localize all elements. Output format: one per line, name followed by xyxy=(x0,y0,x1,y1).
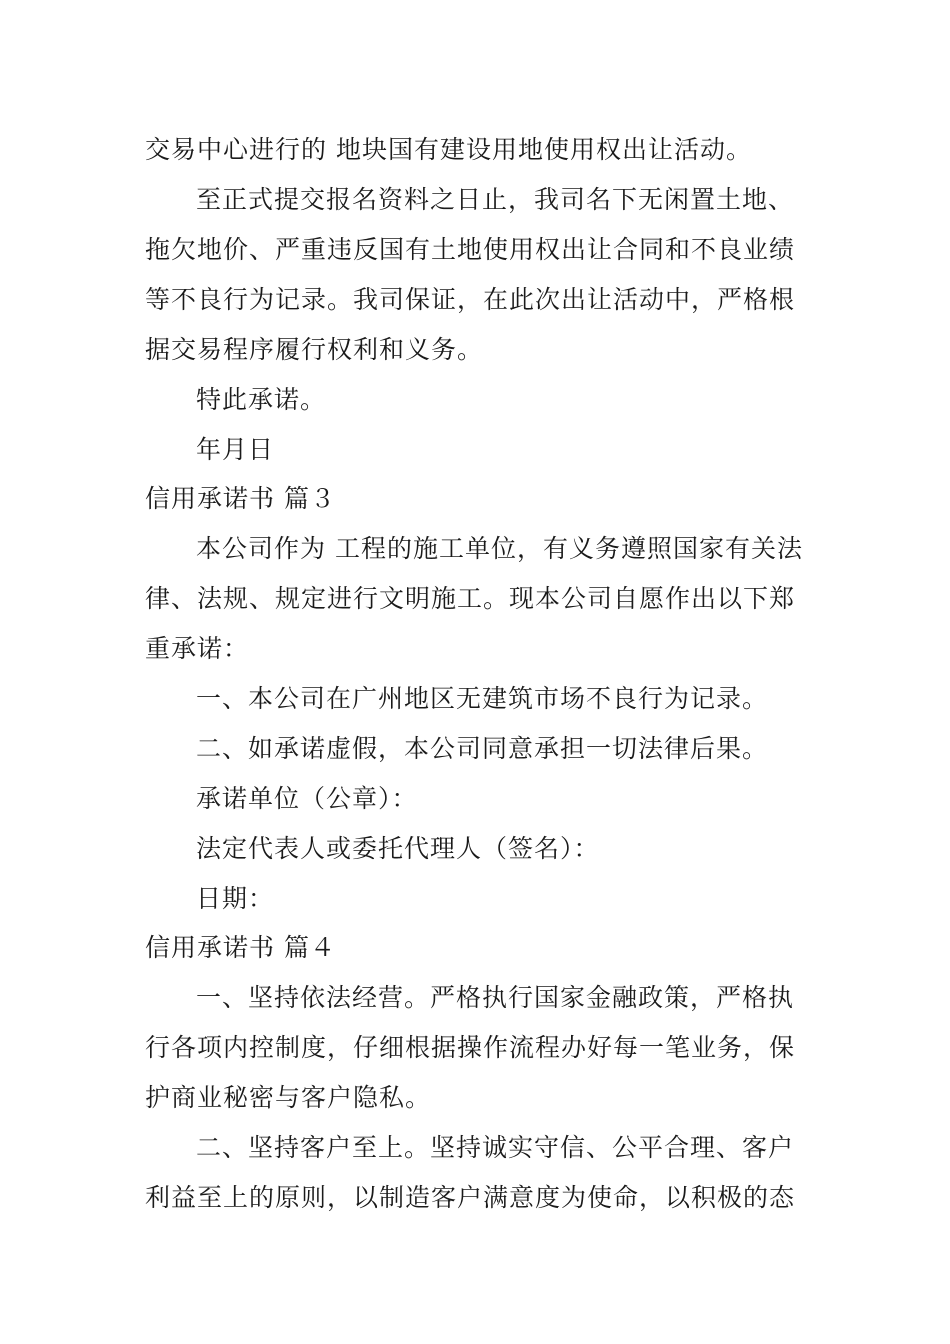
paragraph-line: 利益至上的原则，以制造客户满意度为使命，以积极的态 xyxy=(145,1183,796,1212)
paragraph-line: 律、法规、规定进行文明施工。现本公司自愿作出以下郑 xyxy=(145,584,796,613)
signature-field-seal: 承诺单位（公章）： xyxy=(196,784,418,813)
paragraph-line: 护商业秘密与客户隐私。 xyxy=(145,1083,432,1112)
paragraph-line: 行各项内控制度，仔细根据操作流程办好每一笔业务，保 xyxy=(145,1033,796,1062)
section-heading: 信用承诺书 篇４ xyxy=(145,933,336,962)
section-heading: 信用承诺书 篇３ xyxy=(145,484,336,513)
list-item: 二、如承诺虚假，本公司同意承担一切法律后果。 xyxy=(196,734,769,763)
paragraph-line: 二、坚持客户至上。坚持诚实守信、公平合理、客户 xyxy=(196,1133,795,1162)
paragraph-line: 拖欠地价、严重违反国有土地使用权出让合同和不良业绩 xyxy=(145,235,796,264)
paragraph-line: 重承诺： xyxy=(145,634,250,663)
paragraph-line: 交易中心进行的 地块国有建设用地使用权出让活动。 xyxy=(145,135,752,164)
paragraph-line: 等不良行为记录。我司保证，在此次出让活动中，严格根 xyxy=(145,285,796,314)
paragraph-line: 据交易程序履行权利和义务。 xyxy=(145,335,484,364)
list-item: 一、本公司在广州地区无建筑市场不良行为记录。 xyxy=(196,684,769,713)
paragraph-line: 一、坚持依法经营。严格执行国家金融政策，严格执 xyxy=(196,983,795,1012)
signature-field-date: 日期： xyxy=(196,884,275,913)
closing-statement: 特此承诺。 xyxy=(196,385,327,414)
signature-field-representative: 法定代表人或委托代理人（签名）： xyxy=(196,834,600,863)
paragraph-line: 本公司作为 工程的施工单位，有义务遵照国家有关法 xyxy=(196,534,803,563)
date-line: 年月日 xyxy=(196,435,275,464)
paragraph-line: 至正式提交报名资料之日止，我司名下无闲置土地、 xyxy=(196,185,795,214)
